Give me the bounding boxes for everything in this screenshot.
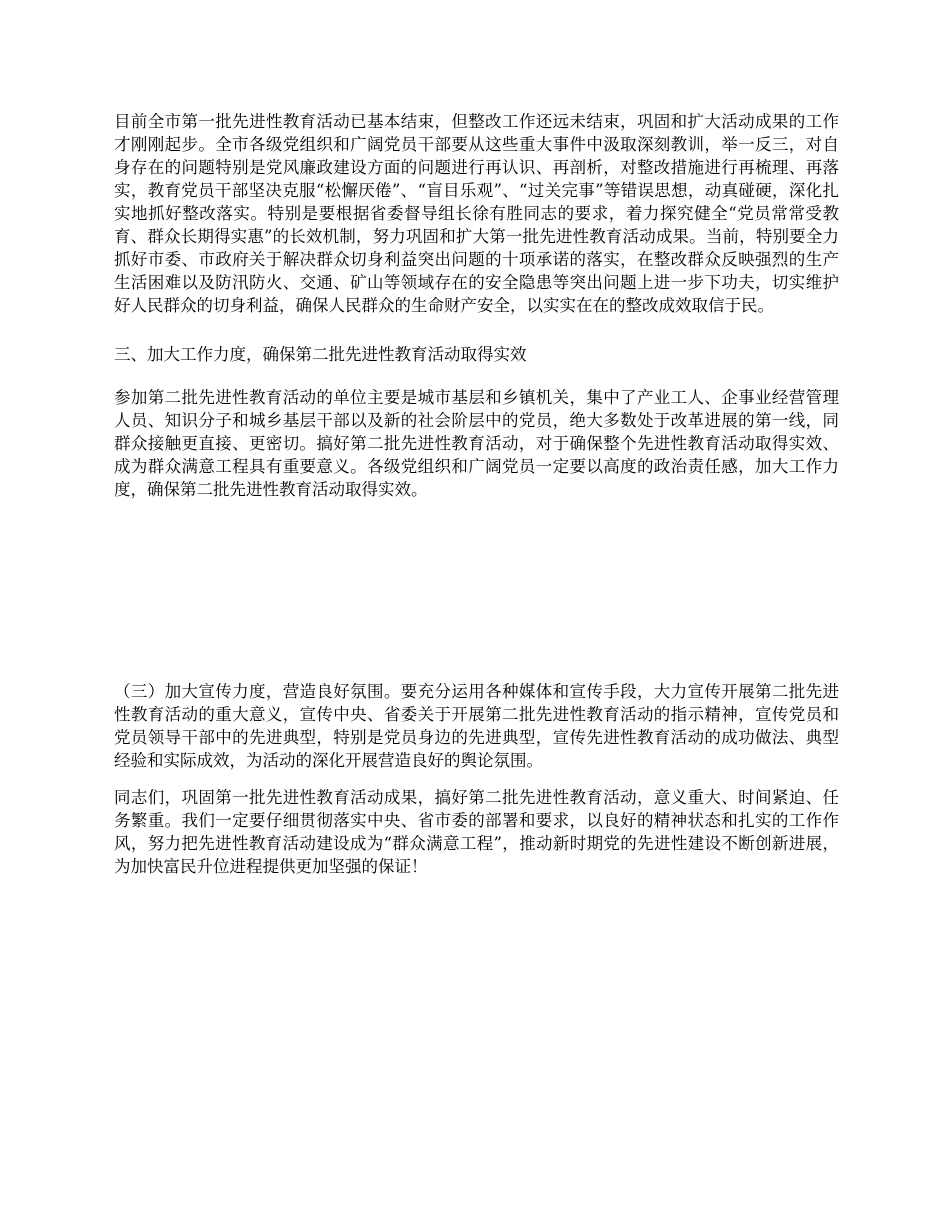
- section-heading-three: 三、加大工作力度，确保第二批先进性教育活动取得实效: [114, 345, 527, 364]
- document-page: [114, 0, 839, 1230]
- paragraph-closing: 同志们，巩固第一批先进性教育活动成果，搞好第二批先进性教育活动，意义重大、时间紧迫、任务繁重。我们一定要仔细贯彻落实中央、省市委的部署和要求，以良好的精神状态和扎实的工作作风，努力把先进性教育活动建设成为“群众满意工程”，推动新时期党的先进性建设不断创新进展，为加快富民升位进程提供更加坚强的保证！: [114, 788, 839, 876]
- paragraph-second-batch-units: 参加第二批先进性教育活动的单位主要是城市基层和乡镇机关，集中了产业工人、企事业经营管理人员、知识分子和城乡基层干部以及新的社会阶层中的党员，绝大多数处于改革进展的第一线，同群众接触更直接、更密切。搞好第二批先进性教育活动，对于确保整个先进性教育活动取得实效、成为群众满意工程具有重要意义。各级党组织和广阔党员一定要以高度的政治责任感，加大工作力度，确保第二批先进性教育活动取得实效。: [114, 388, 839, 499]
- paragraph-publicity: （三）加大宣传力度，营造良好氛围。要充分运用各种媒体和宣传手段，大力宣传开展第二批先进性教育活动的重大意义，宣传中央、省委关于开展第二批先进性教育活动的指示精神，宣传党员和党员领导干部中的先进典型，特别是党员身边的先进典型，宣传先进性教育活动的成功做法、典型经验和实际成效，为活动的深化开展营造良好的舆论氛围。: [114, 682, 839, 770]
- paragraph-consolidate-results: 目前全市第一批先进性教育活动已基本结束，但整改工作还远未结束，巩固和扩大活动成果的工作才刚刚起步。全市各级党组织和广阔党员干部要从这些重大事件中汲取深刻教训，举一反三，对自身存在的问题特别是党风廉政建设方面的问题进行再认识、再剖析，对整改措施进行再梳理、再落实，教育党员干部坚决克服“松懈厌倦”、“盲目乐观”、“过关完事”等错误思想，动真碰硬，深化扎实地抓好整改落实。特别是要根据省委督导组长徐有胜同志的要求，着力探究健全“党员常常受教育、群众长期得实惠”的长效机制，努力巩固和扩大第一批先进性教育活动成果。当前，特别要全力抓好市委、市政府关于解决群众切身利益突出问题的十项承诺的落实，在整改群众反映强烈的生产生活困难以及防汛防火、交通、矿山等领域存在的安全隐患等突出问题上进一步下功夫，切实维护好人民群众的切身利益，确保人民群众的生命财产安全，以实实在在的整改成效取信于民。: [114, 112, 839, 315]
